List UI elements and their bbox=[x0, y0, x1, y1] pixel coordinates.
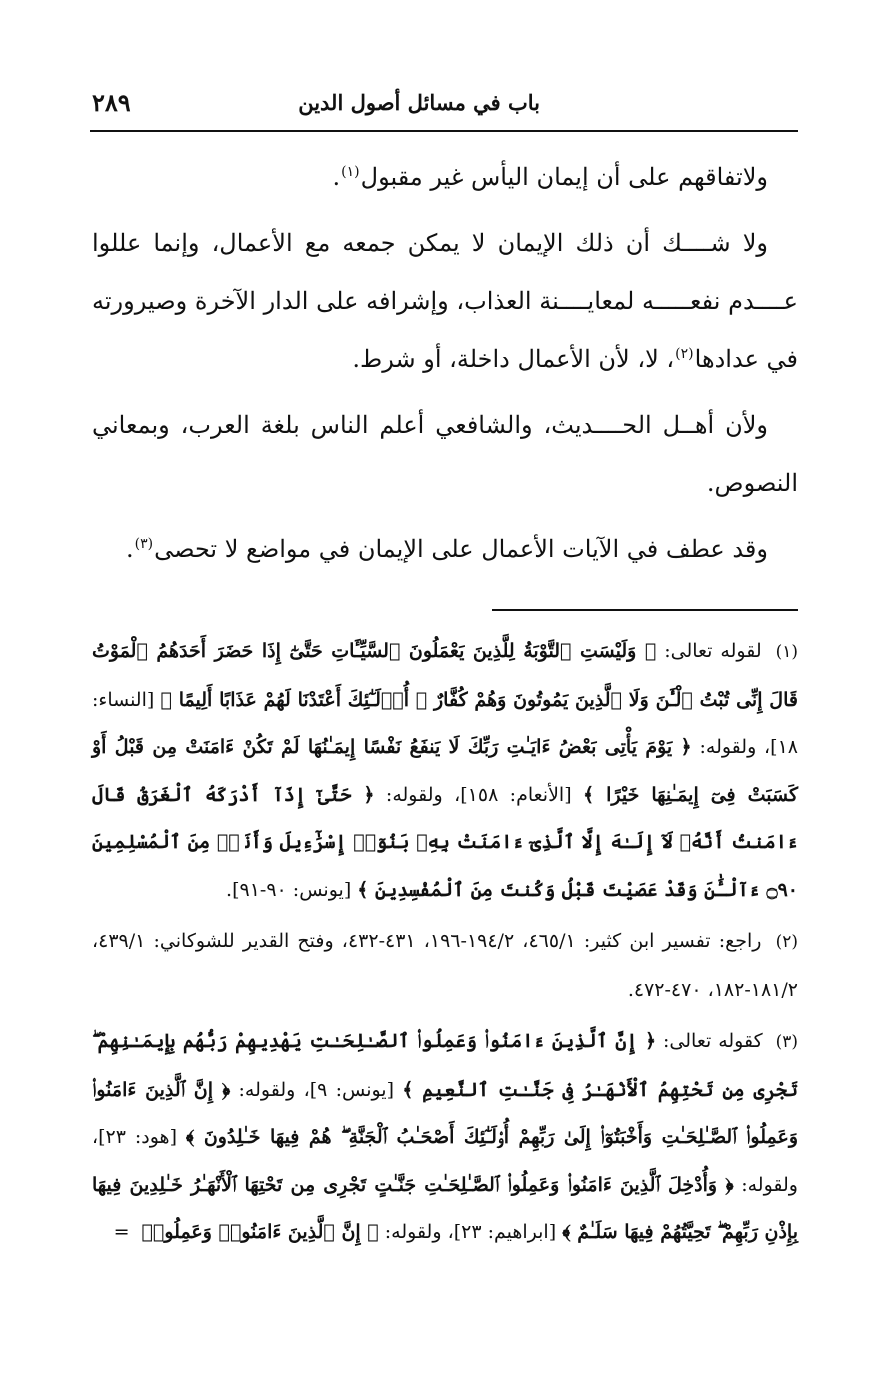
paragraph-3-text: ولأن أهــل الحــــديث، والشافعي أعلم الناس بلغة العرب، وبمعاني النصوص. bbox=[92, 411, 798, 497]
footnote-intro: كقوله تعالى: bbox=[663, 1030, 763, 1052]
paragraph-2-text-b: ، لا، لأن الأعمال داخلة، أو شرط. bbox=[352, 345, 675, 373]
page-number: ٢٨٩ bbox=[92, 88, 131, 117]
running-title: باب في مسائل أصول الدين bbox=[298, 90, 540, 115]
paragraph-1 bbox=[92, 148, 798, 206]
continuation-mark: = bbox=[113, 1221, 130, 1243]
footnote-number: (١) bbox=[775, 642, 799, 662]
footnote-text: راجع: تفسير ابن كثير: ٤٦٥/١، ١٩٤/٢-١٩٦، ٤٣١-٤٣٢، وفتح القدير للشوكاني: ٤٣٩/١، ١٨١/٢-١٨٢، ٤٧٠-٤٧٢. bbox=[92, 930, 798, 1001]
footnote-ref-3[interactable]: (٣) bbox=[134, 536, 154, 552]
paragraph-4 bbox=[92, 520, 798, 578]
quran-verse: ﴿ وَأُدْخِلَ ٱلَّذِينَ ءَامَنُوا۟ وَعَمِلُوا۟ ٱلصَّـٰلِحَـٰتِ جَنَّـٰتٍ تَجْرِى مِن تَحْتِهَا ٱلْأَنْهَـٰرُ خَـٰلِدِينَ فِيهَا بِإِذْنِ رَبِّهِمْ ۖ تَحِيَّتُهُمْ فِيهَا سَلَـٰمٌ ﴾ bbox=[92, 1173, 798, 1243]
header-rule bbox=[90, 130, 798, 132]
paragraph-4-end: . bbox=[126, 535, 134, 563]
paragraph-2 bbox=[92, 214, 798, 388]
paragraph-1-text: ولاتفاقهم على أن إيمان اليأس غير مقبول bbox=[360, 163, 768, 191]
footnote-3 bbox=[92, 1018, 798, 1257]
footnote-1 bbox=[92, 628, 798, 914]
running-header bbox=[92, 86, 798, 130]
quran-verse: ﴿ إِنَّ ٱلَّذِينَ ءَامَنُوا۟ وَعَمِلُوا۟ bbox=[141, 1221, 379, 1243]
footnote-connector: ولقوله: bbox=[385, 783, 443, 806]
footnote-number: (٣) bbox=[775, 1032, 798, 1052]
verse-citation: [يونس: ٩]، bbox=[303, 1078, 395, 1101]
verse-citation: [هود: ٢٣]، bbox=[92, 1126, 177, 1148]
paragraph-1-end: . bbox=[332, 163, 341, 191]
footnote-2 bbox=[92, 918, 798, 1014]
main-text bbox=[92, 148, 798, 586]
quran-verse: ﴿ إِنَّ ٱلَّذِينَ ءَامَنُوا۟ وَعَمِلُوا۟ ٱلصَّـٰلِحَـٰتِ يَهْدِيهِمْ رَبُّهُم بِإِيمَـٰنِهِمْ ۖ تَجْرِى مِن تَحْتِهِمُ ٱلْأَنْهَـٰرُ فِى جَنَّـٰتِ ٱلنَّعِيمِ ﴾ bbox=[92, 1030, 798, 1101]
quran-verse: ﴿ حَتَّىٰٓ إِذَآ أَدْرَكَهُ ٱلْغَرَقُ قَالَ ءَامَنتُ أَنَّهُۥ لَآ إِلَـٰهَ إِلَّا ٱلَّذِىٓ ءَامَنَتْ بِهِۦ بَنُوٓا۟ إِسْرَٰٓءِيلَ وَأَنَا۠ مِنَ ٱلْمُسْلِمِينَ ۝٩٠ ءَآلْـَٰٔنَ وَقَدْ عَصَيْتَ قَبْلُ وَكُنتَ مِنَ ٱلْمُفْسِدِينَ ﴾ bbox=[92, 783, 798, 901]
footnote-connector: ولقوله: bbox=[238, 1078, 296, 1101]
paragraph-3 bbox=[92, 396, 798, 512]
footnote-ref-1[interactable]: (١) bbox=[341, 164, 360, 180]
footnotes bbox=[92, 628, 798, 1261]
footnote-connector: ولقوله: bbox=[384, 1221, 442, 1243]
quran-verse: ﴿ يَوْمَ يَأْتِى بَعْضُ ءَايَـٰتِ رَبِّكَ لَا يَنفَعُ نَفْسًا إِيمَـٰنُهَا لَمْ تَكُنْ ءَامَنَتْ مِن قَبْلُ أَوْ كَسَبَتْ فِىٓ إِيمَـٰنِهَا خَيْرًا ﴾ bbox=[92, 736, 798, 806]
footnote-connector: ولقوله: bbox=[699, 736, 757, 758]
verse-citation: [الأنعام: ١٥٨]، bbox=[454, 783, 572, 806]
paragraph-2-text-a: ولا شــــك أن ذلك الإيمان لا يمكن جمعه مع الأعمال، وإنما عللوا عــــدم نفعـــــه لمعايــــنة العذاب، وإشرافه على الدار الآخرة وصيرورته في عدادها bbox=[92, 229, 798, 373]
verse-citation: [ابراهيم: ٢٣]، bbox=[447, 1221, 557, 1243]
verse-citation: [النساء: ١٨]، bbox=[92, 688, 799, 758]
quran-verse: ﴿ إِنَّ ٱلَّذِينَ ءَامَنُوا۟ وَعَمِلُوا۟ ٱلصَّـٰلِحَـٰتِ وَأَخْبَتُوٓا۟ إِلَىٰ رَبِّهِمْ أُو۟لَـٰٓئِكَ أَصْحَـٰبُ ٱلْجَنَّةِ ۖ هُمْ فِيهَا خَـٰلِدُونَ ﴾ bbox=[92, 1078, 798, 1148]
quran-verse: ﴿ وَلَيْسَتِ ٱلتَّوْبَةُ لِلَّذِينَ يَعْمَلُونَ ٱلسَّيِّـَٔاتِ حَتَّىٰٓ إِذَا حَضَرَ أَحَدَهُمُ ٱلْمَوْتُ قَالَ إِنِّى تُبْتُ ٱلْـَٰٔنَ وَلَا ٱلَّذِينَ يَمُوتُونَ وَهُمْ كُفَّارٌ ۚ أُو۟لَـٰٓئِكَ أَعْتَدْنَا لَهُمْ عَذَابًا أَلِيمًا ﴾ bbox=[92, 640, 798, 711]
paragraph-4-text: وقد عطف في الآيات الأعمال على الإيمان في مواضع لا تحصى bbox=[154, 535, 768, 563]
footnote-separator bbox=[492, 609, 798, 611]
footnote-ref-2[interactable]: (٢) bbox=[675, 346, 694, 362]
footnote-connector: ولقوله: bbox=[741, 1173, 798, 1196]
verse-citation: [يونس: ٩٠-٩١]. bbox=[226, 878, 352, 901]
footnote-intro: لقوله تعالى: bbox=[664, 640, 762, 662]
footnote-number: (٢) bbox=[775, 932, 799, 952]
